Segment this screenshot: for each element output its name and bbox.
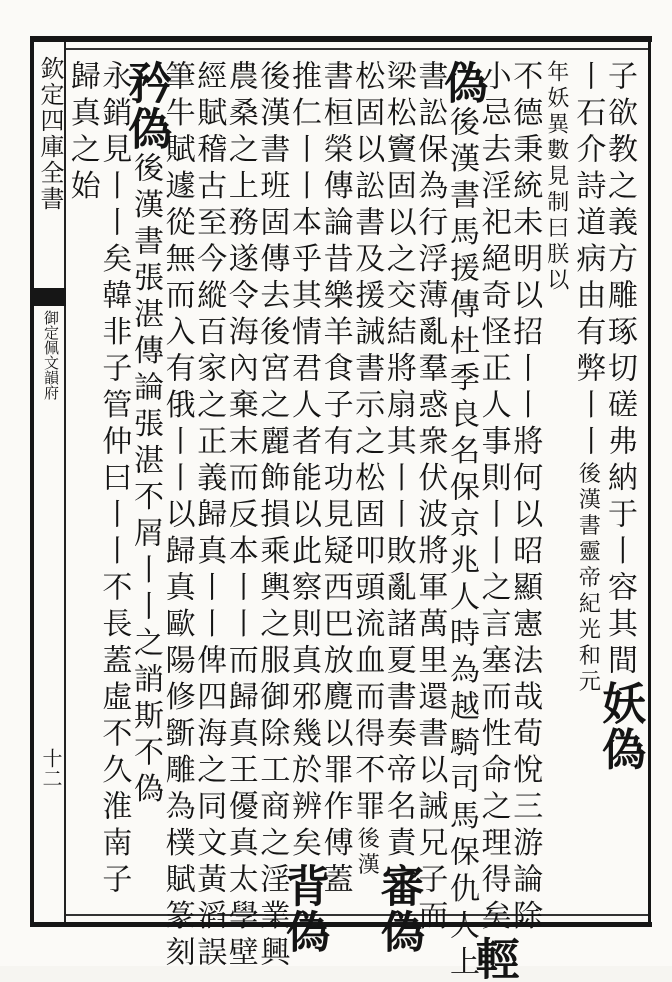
inner-top-rule (66, 48, 648, 50)
column-text: 丨 (602, 534, 637, 571)
headword: 偽 (372, 909, 424, 955)
text-column (61, 60, 103, 910)
margin-book-title: 御定佩文韻府 (42, 310, 60, 400)
column-text: 農桑之上務遂令海內棄末而反本丨丨而歸真王優真太學壁 (222, 60, 258, 973)
column-text: 小忌去淫祀絕奇怪正人事則丨丨之言塞而性命之理得矣 (475, 60, 511, 936)
column-text: 歸真之始 (64, 60, 100, 206)
headword: 輕 (467, 936, 519, 982)
column-text: 書訟保為行浮薄亂羣惑衆伏波將軍萬里還書以誡兄子而 (412, 60, 448, 936)
column-text: 筆牛賦遽從無而入有俄丨丨以歸真歐陽修斵雕為樸賦篆刻 (159, 60, 195, 973)
column-text: 後漢書馬援傳杜季良名保京兆人時為越騎司馬保仇人上 (444, 106, 479, 982)
column-text: 梁松竇固以之交結將扇其丨丨敗亂諸夏書奏帝名責 (380, 60, 416, 863)
column-text: 經賦稽古至今縱百家之正義歸真丨丨俾四海之同文黃滔誤 (191, 60, 227, 973)
headword: 偽 (436, 60, 487, 106)
annotation-text: 年妖異數見制曰朕以 (543, 60, 569, 294)
page-frame-right-rule (648, 36, 651, 926)
inner-bottom-rule (66, 914, 648, 916)
annotation-text: 後漢書靈帝紀光和元 (575, 461, 601, 696)
column-text: 後漢書班固傳去後宮之麗飾損乘輿之服御除工商之淫業興 (254, 60, 290, 973)
page-frame-bottom-rule (30, 922, 652, 927)
column-text: 矣韓非子管仲曰丨丨不長蓋虛不久淮南子 (96, 242, 132, 900)
headword: 偽 (120, 106, 171, 152)
headword: 偽 (594, 726, 645, 773)
column-text: 松固以訟書及援誡書示之松固叩頭流血而得不罪 (349, 60, 385, 827)
margin-page-number: 十二 (39, 748, 63, 788)
page-frame-top-rule (30, 36, 652, 42)
margin-collection-title: 欽定四庫全書 (36, 56, 64, 212)
headword: 偽 (278, 909, 329, 955)
headword: 審 (372, 863, 424, 909)
column-text: 容其間 (602, 571, 637, 681)
column-text: 不德秉統未明以招丨丨將何以昭顯憲法哉荀悅三游論除 (507, 60, 543, 936)
annotation-text: 後漢 (354, 826, 380, 879)
column-text: 子欲教之義方雕琢切磋弗納于 (602, 60, 637, 535)
column-text: 丨石介詩道病由有弊丨丨 (570, 60, 606, 462)
column-text: 永銷見丨丨 (96, 60, 132, 243)
headword: 妖 (594, 680, 645, 727)
page-frame-left-rule (30, 36, 34, 926)
column-text: 書桓榮傳論昔樂羊食子有功見疑西巴放麑以罪作傅蓋 (317, 60, 353, 900)
headword: 背 (278, 863, 329, 909)
column-text: 推仁丨丨本乎其情君人者能以此察則真邪幾於辨矣 (286, 60, 321, 863)
column-text: 後漢書張湛傳論張湛不屑丨丨之誚斯不偽 (128, 152, 163, 809)
headword: 矜 (120, 60, 171, 106)
